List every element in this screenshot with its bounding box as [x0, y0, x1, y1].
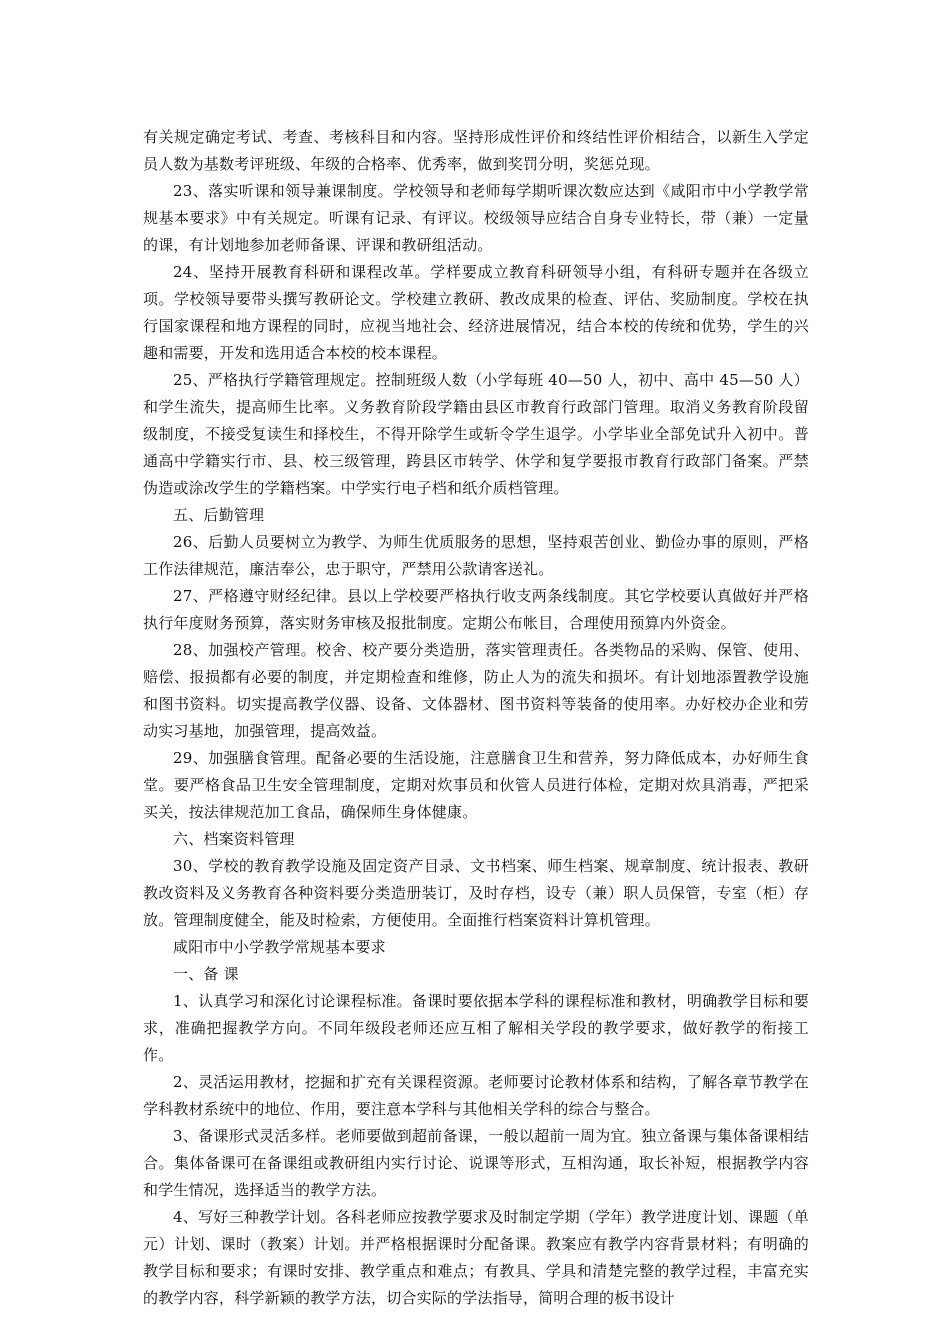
- paragraph: 27、严格遵守财经纪律。县以上学校要严格执行收支两条线制度。其它学校要认真做好并严格执行年度财务预算，落实财务审核及报批制度。定期公布帐目，合理使用预算内外资金。: [143, 587, 809, 632]
- paragraph: 2、灵活运用教材，挖掘和扩充有关课程资源。老师要讨论教材体系和结构，了解各章节教学在学科教材系统中的地位、作用，要注意本学科与其他相关学科的综合与整合。: [143, 1073, 809, 1118]
- document-body: [143, 124, 809, 1312]
- section-heading: 六、档案资料管理: [173, 830, 295, 848]
- paragraph: 有关规定确定考试、考查、考核科目和内容。坚持形成性评价和终结性评价相结合，以新生入学定员人数为基数考评班级、年级的合格率、优秀率，做到奖罚分明，奖惩兑现。: [143, 128, 809, 173]
- paragraph: 25、严格执行学籍管理规定。控制班级人数（小学每班 40—50 人，初中、高中 45—50 人）和学生流失，提高师生比率。义务教育阶段学籍由县区市教育行政部门管理。取消义务教育阶段留级制度，不接受复读生和择校生，不得开除学生或斩令学生退学。小学毕业全部免试升入初中。普通高中学籍实行市、县、校三级管理，跨县区市转学、休学和复学要报市教育行政部门备案。严禁伪造或涂改学生的学籍档案。中学实行电子档和纸介质档管理。: [143, 371, 809, 497]
- paragraph: 4、写好三种教学计划。各科老师应按教学要求及时制定学期（学年）教学进度计划、课题（单元）计划、课时（教案）计划。并严格根据课时分配备课。教案应有教学内容背景材料；有明确的教学目标和要求；有课时安排、教学重点和难点；有教具、学具和清楚完整的教学过程，丰富充实的教学内容，科学新颖的教学方法，切合实际的学法指导，简明合理的板书设计: [143, 1208, 809, 1307]
- paragraph: 23、落实听课和领导兼课制度。学校领导和老师每学期听课次数应达到《咸阳市中小学教学常规基本要求》中有关规定。听课有记录、有评议。校级领导应结合自身专业特长，带（兼）一定量的课，有计划地参加老师备课、评课和教研组活动。: [143, 182, 809, 254]
- paragraph: 24、坚持开展教育科研和课程改革。学样要成立教育科研领导小组，有科研专题并在各级立项。学校领导要带头撰写教研论文。学校建立教研、教改成果的检查、评估、奖励制度。学校在执行国家课程和地方课程的同时，应视当地社会、经济进展情况，结合本校的传统和优势，学生的兴趣和需要，开发和选用适合本校的校本课程。: [143, 263, 809, 362]
- paragraph: 30、学校的教育教学设施及固定资产目录、文书档案、师生档案、规章制度、统计报表、教研教改资料及义务教育各种资料要分类造册装订，及时存档，设专（兼）职人员保管，专室（柜）存放。管理制度健全，能及时检索，方便使用。全面推行档案资料计算机管理。: [143, 857, 809, 929]
- paragraph: 3、备课形式灵活多样。老师要做到超前备课，一般以超前一周为宜。独立备课与集体备课相结合。集体备课可在备课组或教研组内实行讨论、说课等形式，互相沟通，取长补短，根据教学内容和学生情况，选择适当的教学方法。: [143, 1127, 809, 1199]
- paragraph: 29、加强膳食管理。配备必要的生活设施，注意膳食卫生和营养，努力降低成本，办好师生食堂。要严格食品卫生安全管理制度，定期对炊事员和伙管人员进行体检，定期对炊具消毒，严把采买关，按法律规范加工食品，确保师生身体健康。: [143, 749, 809, 821]
- section-heading: 一、备 课: [173, 965, 239, 983]
- paragraph: 28、加强校产管理。校舍、校产要分类造册，落实管理责任。各类物品的采购、保管、使用、赔偿、报损都有必要的制度，并定期检查和维修，防止人为的流失和损坏。有计划地添置教学设施和图书资料。切实提高教学仪器、设备、文体器材、图书资料等装备的使用率。办好校办企业和劳动实习基地，加强管理，提高效益。: [143, 641, 809, 740]
- paragraph: 26、后勤人员要树立为教学、为师生优质服务的思想，坚持艰苦创业、勤俭办事的原则，严格工作法律规范，廉洁奉公，忠于职守，严禁用公款请客送礼。: [143, 533, 809, 578]
- document-title: 咸阳市中小学教学常规基本要求: [173, 938, 386, 956]
- paragraph: 1、认真学习和深化讨论课程标准。备课时要依据本学科的课程标准和教材，明确教学目标和要求，准确把握教学方向。不同年级段老师还应互相了解相关学段的教学要求，做好教学的衔接工作。: [143, 992, 809, 1064]
- section-heading: 五、后勤管理: [173, 506, 265, 524]
